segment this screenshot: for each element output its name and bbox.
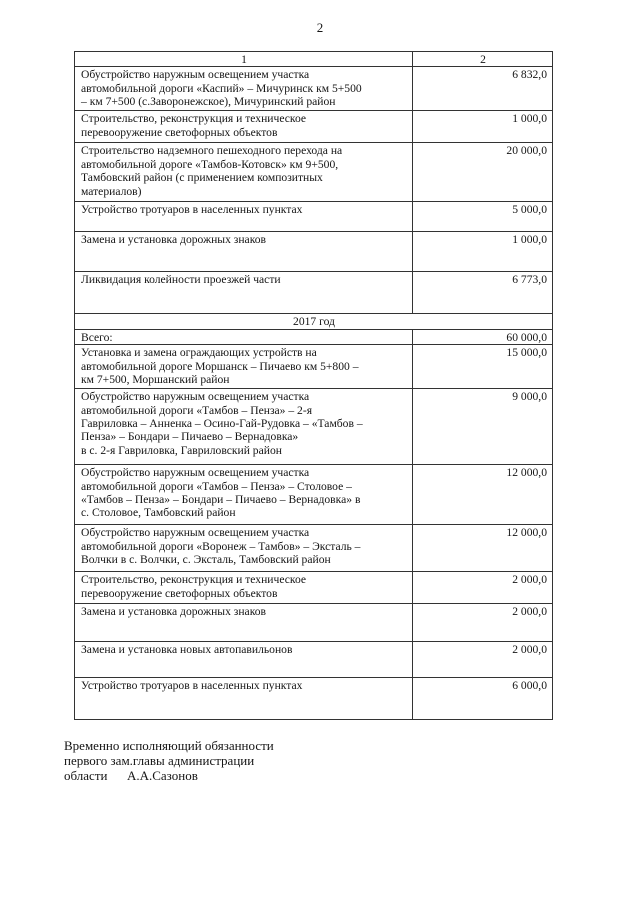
description-line: Устройство тротуаров в населенных пунктах [81,203,303,217]
item-amount: 2 000,0 [413,604,553,642]
item-amount: 12 000,0 [413,465,553,525]
item-description [75,642,413,678]
column-header-2: 2 [413,52,553,67]
page-number: 2 [316,20,324,35]
table-row [75,272,553,314]
total-row [75,329,553,344]
signature-block [64,738,274,783]
item-amount: 15 000,0 [413,345,553,389]
item-amount: 6 000,0 [413,678,553,720]
signature-region-line [64,768,274,783]
total-value: 60 000,0 [413,329,553,344]
table-row [75,525,553,572]
description-line: материалов) [81,184,142,198]
description-line: автомобильной дороге «Тамбов-Котовск» км 9+500, [81,157,339,171]
item-description [75,389,413,465]
signature-position-line: Временно исполняющий обязанности [64,738,274,753]
table-row [75,465,553,525]
table-row [75,202,553,232]
table-row [75,67,553,111]
budget-table-body [75,52,553,720]
description-line: Тамбовский район (с применением композитных [81,171,323,185]
description-line: с. Столовое, Тамбовский район [81,506,236,520]
item-amount: 12 000,0 [413,525,553,572]
table-row [75,111,553,143]
description-line: – км 7+500 (с.Заворонежское), Мичуринский район [81,95,336,109]
item-description [75,572,413,604]
table-row [75,678,553,720]
description-line: Пенза» – Бондари – Пичаево – Вернадовка» [81,430,299,444]
item-amount: 1 000,0 [413,232,553,272]
item-description [75,232,413,272]
description-line: автомобильной дороги «Каспий» – Мичуринск км 5+500 [81,81,362,95]
description-line: Обустройство наружным освещением участка [81,526,310,540]
item-amount: 9 000,0 [413,389,553,465]
item-description [75,678,413,720]
description-line: км 7+500, Моршанский район [81,373,230,387]
item-amount: 20 000,0 [413,143,553,202]
description-line: «Тамбов – Пенза» – Бондари – Пичаево – Вернадовка» в [81,493,361,507]
table-row [75,604,553,642]
item-description [75,67,413,111]
description-line: перевооружение светофорных объектов [81,586,278,600]
item-description [75,525,413,572]
column-header-row [75,52,553,67]
item-description [75,604,413,642]
signature-position-line: первого зам.главы администрации [64,753,255,768]
signature-region: области [64,768,108,783]
description-line: Замена и установка дорожных знаков [81,233,267,247]
item-description [75,202,413,232]
table-row [75,345,553,389]
total-label: Всего: [75,329,413,344]
description-line: Гавриловка – Анненка – Осино-Гай-Рудовка – «Тамбов – [81,417,363,431]
description-line: автомобильной дороги «Тамбов – Пенза» – Столовое – [81,479,352,493]
item-description [75,465,413,525]
item-description [75,272,413,314]
description-line: в с. 2-я Гавриловка, Гавриловский район [81,443,282,457]
table-row [75,572,553,604]
description-line: Замена и установка новых автопавильонов [81,643,293,657]
description-line: Установка и замена ограждающих устройств на [81,346,317,360]
description-line: автомобильной дороге Моршанск – Пичаево км 5+800 – [81,359,359,373]
item-amount: 6 773,0 [413,272,553,314]
description-line: Строительство, реконструкция и техническое [81,112,307,126]
item-amount: 5 000,0 [413,202,553,232]
item-amount: 1 000,0 [413,111,553,143]
column-header-1: 1 [75,52,413,67]
description-line: Строительство, реконструкция и техническое [81,573,307,587]
year-row [75,314,553,329]
description-line: перевооружение светофорных объектов [81,125,278,139]
description-line: автомобильной дороги «Воронеж – Тамбов» – Эксталь – [81,539,361,553]
description-line: Обустройство наружным освещением участка [81,68,310,82]
budget-table [74,51,553,720]
description-line: Обустройство наружным освещением участка [81,466,310,480]
item-amount: 2 000,0 [413,642,553,678]
table-row [75,389,553,465]
table-row [75,642,553,678]
description-line: автомобильной дороги «Тамбов – Пенза» – 2-я [81,403,313,417]
table-row [75,143,553,202]
year-header: 2017 год [75,314,553,329]
table-row [75,232,553,272]
item-amount: 2 000,0 [413,572,553,604]
item-description [75,143,413,202]
item-description [75,111,413,143]
description-line: Обустройство наружным освещением участка [81,390,310,404]
signature-name: А.А.Сазонов [126,768,198,783]
description-line: Ликвидация колейности проезжей части [81,273,281,287]
description-line: Устройство тротуаров в населенных пунктах [81,679,303,693]
description-line: Замена и установка дорожных знаков [81,605,267,619]
item-description [75,345,413,389]
description-line: Строительство надземного пешеходного перехода на [81,144,343,158]
item-amount: 6 832,0 [413,67,553,111]
description-line: Волчки в с. Волчки, с. Эксталь, Тамбовский район [81,553,331,567]
